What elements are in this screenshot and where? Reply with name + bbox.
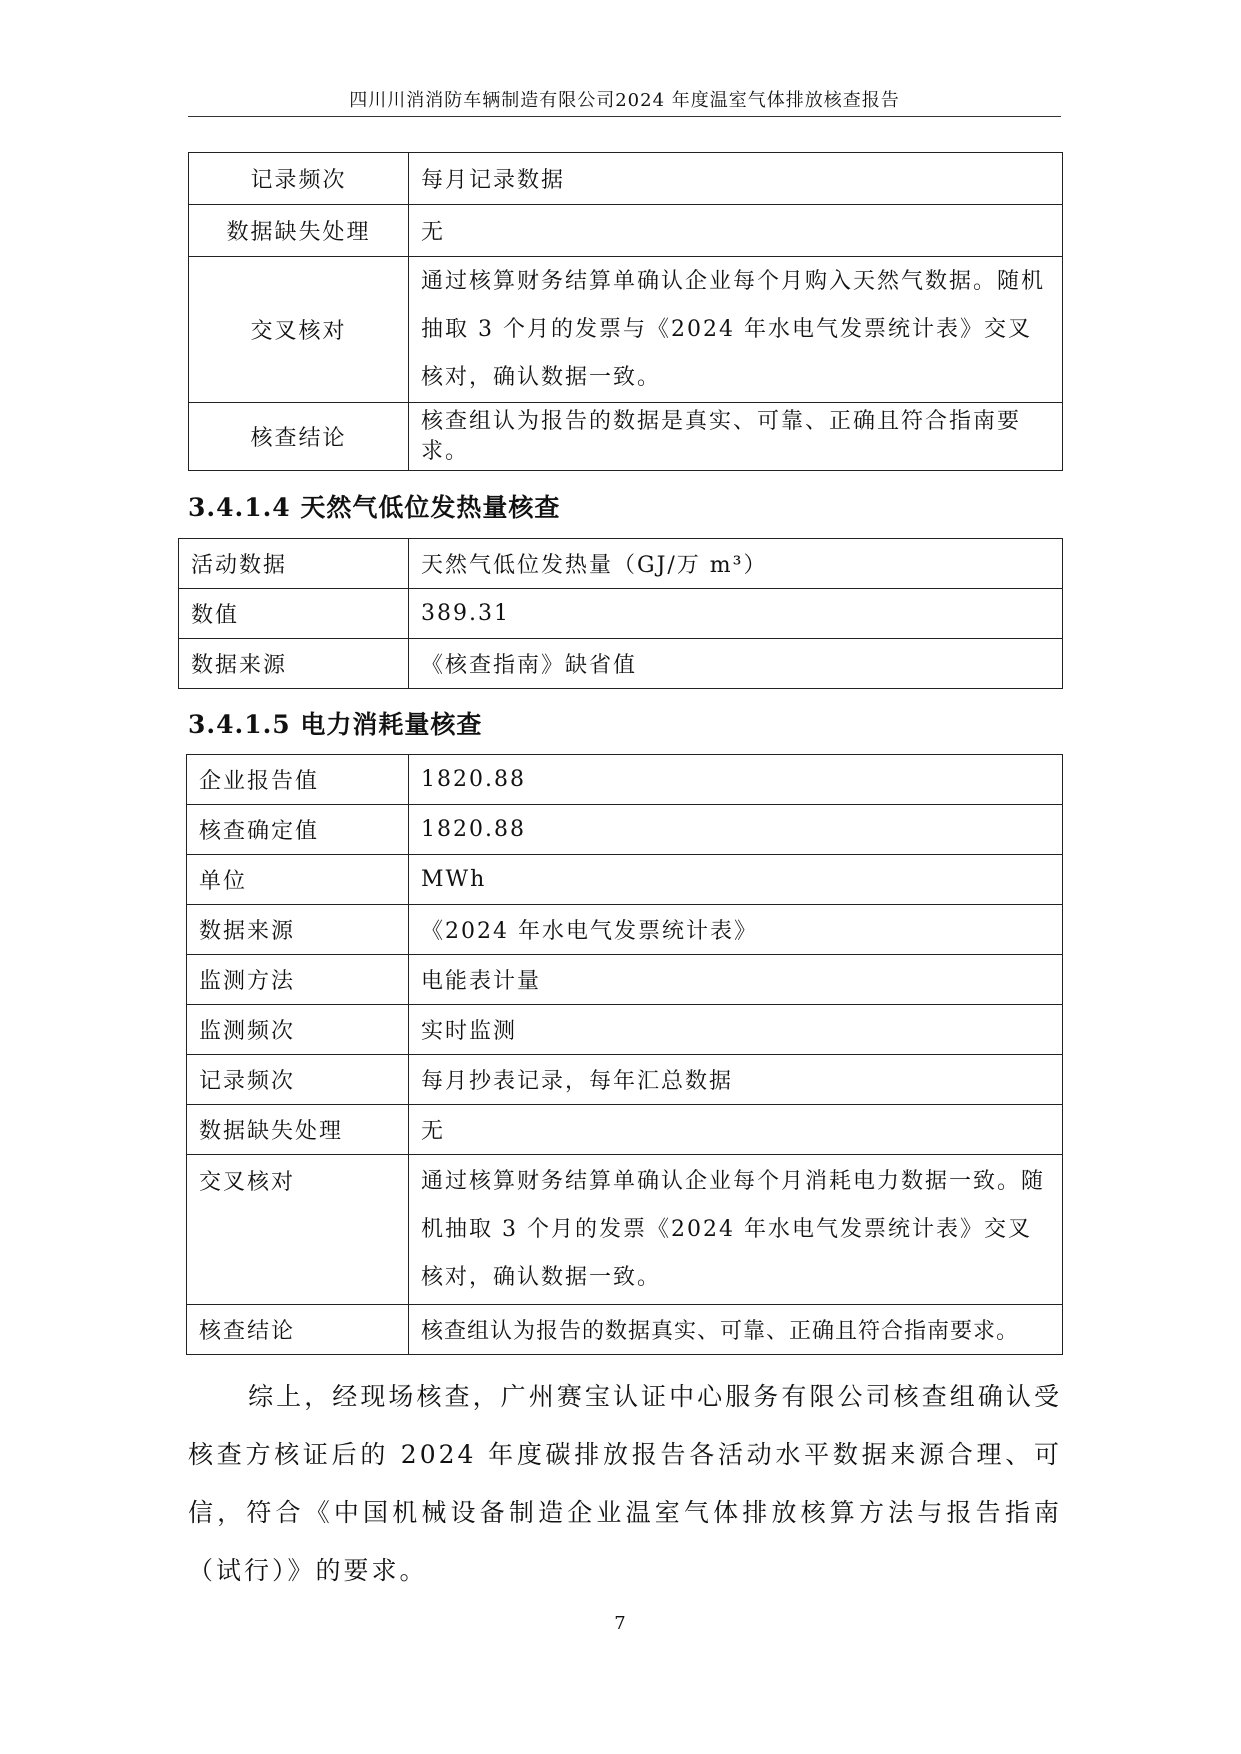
row-label: 活动数据 <box>179 539 409 589</box>
table-row <box>179 639 1063 689</box>
row-value: 核查组认为报告的数据是真实、可靠、正确且符合指南要求。 <box>409 403 1063 471</box>
table-row <box>187 905 1063 955</box>
row-label: 数值 <box>179 589 409 639</box>
row-label: 数据来源 <box>179 639 409 689</box>
table-row <box>189 153 1063 205</box>
row-value: 《核查指南》缺省值 <box>409 639 1063 689</box>
row-label: 核查确定值 <box>187 805 409 855</box>
row-value: 《2024 年水电气发票统计表》 <box>409 905 1063 955</box>
table-row <box>179 589 1063 639</box>
table-row <box>187 1005 1063 1055</box>
table-row <box>187 1155 1063 1305</box>
summary-text: 综上，经现场核查，广州赛宝认证中心服务有限公司核查组确认受核查方核证后的 2024 年度碳排放报告各活动水平数据来源合理、可信，符合《中国机械设备制造企业温室气体排放核算方法与报告指南（试行）》的要求。 <box>188 1382 1062 1585</box>
row-label: 数据缺失处理 <box>187 1105 409 1155</box>
table-row <box>187 755 1063 805</box>
table-row <box>187 805 1063 855</box>
row-value: 实时监测 <box>409 1005 1063 1055</box>
row-value: 1820.88 <box>409 755 1063 805</box>
row-value: 每月记录数据 <box>409 153 1063 205</box>
row-label: 企业报告值 <box>187 755 409 805</box>
row-label: 记录频次 <box>189 153 409 205</box>
table-row <box>187 1105 1063 1155</box>
row-value: 1820.88 <box>409 805 1063 855</box>
electricity-consumption-table <box>186 754 1063 1355</box>
table-row <box>187 955 1063 1005</box>
section-heading-3414: 3.4.1.4 天然气低位发热量核查 <box>188 493 561 522</box>
row-value: 389.31 <box>409 589 1063 639</box>
table-row <box>187 855 1063 905</box>
row-label: 数据来源 <box>187 905 409 955</box>
table-row <box>189 205 1063 257</box>
section-heading-3415: 3.4.1.5 电力消耗量核查 <box>188 710 483 739</box>
row-value: 电能表计量 <box>409 955 1063 1005</box>
row-value: 无 <box>409 1105 1063 1155</box>
page-number: 7 <box>614 1613 626 1634</box>
row-label: 监测频次 <box>187 1005 409 1055</box>
table-row <box>179 539 1063 589</box>
row-label: 交叉核对 <box>189 257 409 403</box>
row-label: 核查结论 <box>187 1305 409 1355</box>
row-label: 监测方法 <box>187 955 409 1005</box>
row-label: 记录频次 <box>187 1055 409 1105</box>
heating-value-table <box>178 538 1063 689</box>
row-value: 通过核算财务结算单确认企业每个月消耗电力数据一致。随机抽取 3 个月的发票《2024 年水电气发票统计表》交叉核对，确认数据一致。 <box>409 1155 1063 1305</box>
row-label: 核查结论 <box>189 403 409 471</box>
row-value: 核查组认为报告的数据真实、可靠、正确且符合指南要求。 <box>409 1305 1063 1355</box>
row-label: 数据缺失处理 <box>189 205 409 257</box>
row-value: 无 <box>409 205 1063 257</box>
row-value: 天然气低位发热量（GJ/万 m³） <box>409 539 1063 589</box>
running-header: 四川川消消防车辆制造有限公司2024 年度温室气体排放核查报告 <box>188 86 1061 117</box>
table-row <box>187 1055 1063 1105</box>
row-value: 每月抄表记录，每年汇总数据 <box>409 1055 1063 1105</box>
table-row <box>189 403 1063 471</box>
table-row <box>187 1305 1063 1355</box>
summary-paragraph <box>188 1368 1062 1600</box>
row-label: 交叉核对 <box>187 1155 409 1305</box>
natural-gas-consumption-table-continued <box>188 152 1063 471</box>
row-value: MWh <box>409 855 1063 905</box>
row-value: 通过核算财务结算单确认企业每个月购入天然气数据。随机抽取 3 个月的发票与《2024 年水电气发票统计表》交叉核对，确认数据一致。 <box>409 257 1063 403</box>
table-row <box>189 257 1063 403</box>
row-label: 单位 <box>187 855 409 905</box>
